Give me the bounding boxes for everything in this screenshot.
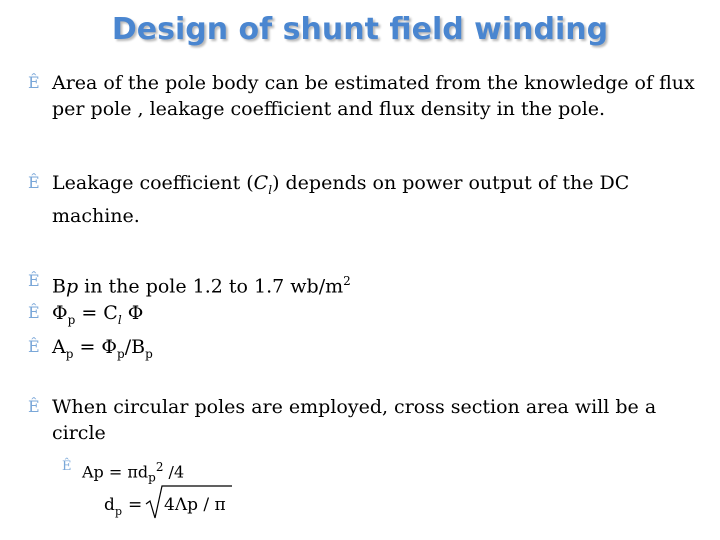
bullet-circular-poles — [28, 394, 712, 446]
subscript-p: p — [117, 346, 125, 361]
bullet-icon: Ê — [28, 271, 40, 290]
subscript-l: l — [117, 312, 122, 327]
bullet-text: Area of the pole body can be estimated from the knowledge of flux per pole , leakage coefficient and flux density in the pole. — [52, 72, 695, 120]
formula-text: Ap = πd — [82, 462, 149, 482]
bullet-icon: Ê — [28, 397, 40, 416]
page-title: Design of shunt field winding — [111, 12, 609, 47]
diameter-formula — [102, 480, 242, 526]
bullet-icon: Ê — [28, 173, 40, 192]
superscript: 2 — [343, 274, 351, 288]
bullet-icon: Ê — [62, 459, 72, 474]
bullet-icon: Ê — [28, 303, 40, 322]
symbol-phi: Φ — [52, 302, 68, 324]
subscript-p: p — [67, 312, 76, 327]
equation: = Φ — [79, 336, 118, 358]
symbol-phi-tail: Φ — [127, 302, 144, 324]
superscript: 2 — [155, 460, 164, 474]
bullet-pole-area-formula — [28, 334, 712, 367]
bullet-pole-area — [28, 70, 712, 122]
symbol-a: A — [52, 336, 66, 358]
bullet-leakage-coefficient — [28, 170, 712, 229]
bullet-flux-density — [28, 268, 712, 299]
bullet-text: When circular poles are employed, cross section area will be a circle — [52, 396, 657, 444]
formula-eq: = — [128, 495, 143, 515]
symbol-p: p — [65, 275, 79, 298]
formula-sub: p — [115, 505, 123, 518]
bullet-icon: Ê — [28, 337, 40, 356]
bullet-text-post: ) depends on power output of the DC machine. — [52, 172, 630, 227]
formula-lhs: d — [104, 495, 115, 515]
formula-radicand: 4Λp / π — [164, 495, 226, 515]
bullet-pole-flux — [28, 300, 712, 333]
divide-b: /B — [124, 336, 146, 358]
equation: = C — [81, 302, 118, 324]
symbol-b: B — [52, 275, 66, 298]
bullet-icon: Ê — [28, 73, 40, 92]
symbol-c: C — [253, 172, 269, 194]
subscript-p: p — [65, 346, 74, 361]
bullet-text: in the pole 1.2 to 1.7 wb/m — [78, 275, 344, 298]
subscript-p: p — [148, 470, 156, 485]
formula-tail: /4 — [163, 462, 185, 482]
symbol-l: l — [268, 182, 273, 197]
bullet-text-pre: Leakage coefficient ( — [52, 172, 254, 194]
subscript-p: p — [145, 346, 153, 361]
